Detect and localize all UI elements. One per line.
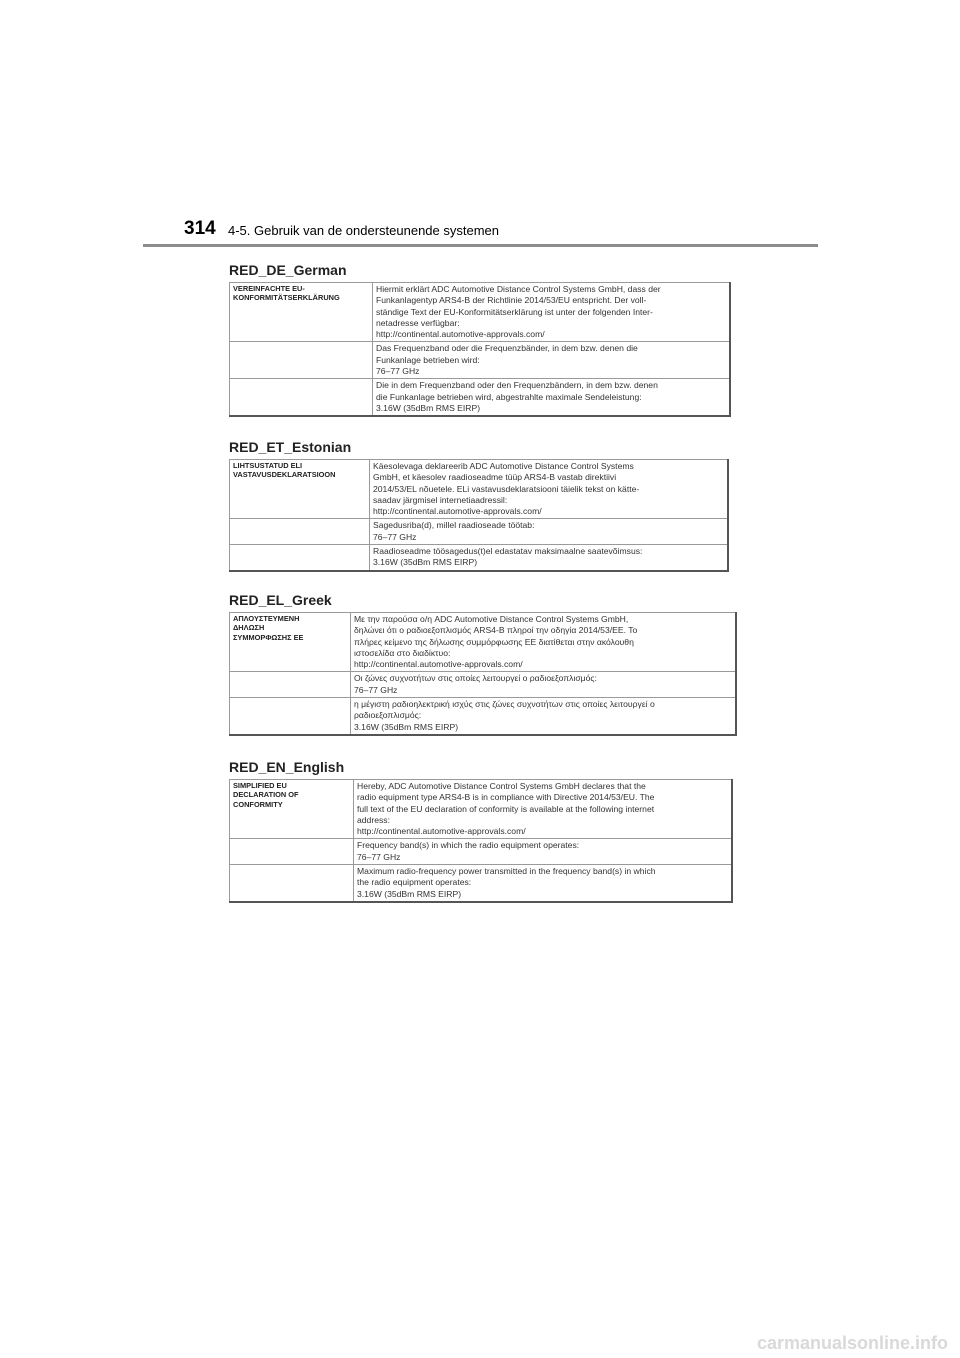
text-line: Frequency band(s) in which the radio equipment operates: (357, 840, 580, 851)
text-line: http://continental.automotive-approvals.com/ (373, 506, 542, 517)
row-text (351, 698, 737, 735)
row-text (370, 519, 729, 545)
text-line: 3.16W (35dBm RMS EIRP) (354, 721, 459, 732)
text-line: DECLARATION OF (233, 790, 299, 800)
text-line: KONFORMITÄTSERKLÄRUNG (233, 293, 340, 303)
table-row (230, 698, 737, 735)
section-german (229, 262, 731, 417)
section-title: RED_EL_Greek (229, 592, 332, 608)
text-line: 2014/53/EL nõuetele. ELi vastavusdeklaratsiooni täielik tekst on kätte- (373, 483, 640, 494)
text-line: http://continental.automotive-approvals.com/ (357, 826, 526, 837)
row-label (230, 519, 370, 545)
row-label (230, 698, 351, 735)
declaration-table (229, 779, 733, 903)
table-row (230, 460, 729, 519)
text-line: Funkanlage betrieben wird: (376, 354, 480, 365)
text-line: http://continental.automotive-approvals.com/ (354, 659, 523, 670)
table-row (230, 839, 733, 865)
row-label (230, 342, 373, 379)
text-line: 3.16W (35dBm RMS EIRP) (373, 557, 478, 568)
row-label (230, 865, 354, 902)
section-title: RED_DE_German (229, 262, 347, 278)
row-label (230, 460, 370, 519)
section-estonian (229, 439, 729, 572)
table-row (230, 780, 733, 839)
text-line: Sagedusriba(d), millel raadioseade töötab: (373, 520, 535, 531)
text-line: Με την παρούσα ο/η ADC Automotive Distance Control Systems GmbH, (354, 614, 629, 624)
text-line: die Funkanlage betrieben wird, abgestrahlte maximale Sendeleistung: (376, 391, 642, 402)
chapter-title: 4-5. Gebruik van de ondersteunende systemen (228, 223, 500, 238)
page-header (0, 0, 960, 250)
section-english (229, 759, 733, 903)
row-label (230, 672, 351, 698)
text-line: 76–77 GHz (376, 366, 420, 377)
text-line: ΔΗΛΩΣΗ (233, 623, 265, 633)
text-line: Hiermit erklärt ADC Automotive Distance Control Systems GmbH, dass der (376, 284, 661, 294)
text-line: 76–77 GHz (357, 851, 401, 862)
row-text (354, 839, 733, 865)
section-title: RED_EN_English (229, 759, 345, 775)
text-line: 76–77 GHz (354, 684, 398, 695)
text-line: ΑΠΛΟΥΣΤΕΥΜΕΝΗ (233, 614, 300, 623)
declaration-table (229, 459, 729, 572)
table-row (230, 283, 731, 342)
table-row (230, 379, 731, 416)
section-greek (229, 592, 737, 736)
row-text (351, 672, 737, 698)
table-row (230, 519, 729, 545)
text-line: πλήρες κείμενο της δήλωσης συμμόρφωσης ΕΕ διατίθεται στην ακόλουθη (354, 636, 634, 647)
text-line: 76–77 GHz (373, 531, 417, 542)
text-line: CONFORMITY (233, 799, 283, 809)
text-line: full text of the EU declaration of conformity is available at the following internet (357, 803, 655, 814)
text-line: ΣΥΜΜΟΡΦΩΣΗΣ ΕΕ (233, 632, 304, 642)
text-line: netadresse verfügbar: (376, 317, 460, 328)
text-line: Die in dem Frequenzband oder den Frequenzbändern, in dem bzw. denen (376, 380, 658, 391)
page-number: 314 (184, 218, 216, 239)
text-line: Οι ζώνες συχνοτήτων στις οποίες λειτουργεί ο ραδιοεξοπλισμός: (354, 673, 597, 684)
table-row (230, 545, 729, 571)
text-line: VASTAVUSDEKLARATSIOON (233, 470, 336, 480)
text-line: Käesolevaga deklareerib ADC Automotive Distance Control Systems (373, 461, 634, 471)
text-line: Das Frequenzband oder die Frequenzbänder, in dem bzw. denen die (376, 343, 638, 354)
text-line: ιστοσελίδα στο διαδίκτυο: (354, 647, 451, 658)
row-label (230, 283, 373, 342)
text-line: 3.16W (35dBm RMS EIRP) (376, 402, 481, 413)
row-text (373, 283, 731, 342)
table-row (230, 865, 733, 902)
header-rule (143, 244, 818, 247)
row-text (354, 865, 733, 902)
row-text (370, 460, 729, 519)
declaration-table (229, 612, 737, 736)
section-title: RED_ET_Estonian (229, 439, 352, 455)
table-row (230, 613, 737, 672)
declaration-table (229, 282, 731, 417)
row-label (230, 613, 351, 672)
row-text (354, 780, 733, 839)
text-line: 3.16W (35dBm RMS EIRP) (357, 888, 462, 899)
table-row (230, 672, 737, 698)
text-line: Maximum radio-frequency power transmitted in the frequency band(s) in which (357, 866, 656, 877)
text-line: η μέγιστη ραδιοηλεκτρική ισχύς στις ζώνες συχνοτήτων στις οποίες λειτουργεί ο (354, 699, 655, 710)
row-text (351, 613, 737, 672)
text-line: address: (357, 814, 390, 825)
text-line: ständige Text der EU-Konformitätserklärung ist unter der folgenden Inter- (376, 306, 653, 317)
text-line: the radio equipment operates: (357, 877, 472, 888)
row-text (373, 342, 731, 379)
text-line: GmbH, et käesolev raadioseadme tüüp ARS4-B vastab direktiivi (373, 472, 617, 483)
text-line: ραδιοεξοπλισμός: (354, 710, 422, 721)
text-line: LIHTSUSTATUD ELI (233, 461, 303, 470)
text-line: http://continental.automotive-approvals.com/ (376, 329, 545, 340)
table-row (230, 342, 731, 379)
text-line: Funkanlagentyp ARS4-B der Richtlinie 2014/53/EU entspricht. Der voll- (376, 295, 647, 306)
row-label (230, 780, 354, 839)
text-line: Raadioseadme töösagedus(t)el edastatav maksimaalne saatevõimsus: (373, 546, 643, 557)
row-text (373, 379, 731, 416)
text-line: saadav järgmisel internetiaadressil: (373, 494, 508, 505)
text-line: SIMPLIFIED EU (233, 781, 287, 790)
row-label (230, 839, 354, 865)
text-line: radio equipment type ARS4-B is in compliance with Directive 2014/53/EU. The (357, 792, 655, 803)
row-label (230, 545, 370, 571)
text-line: VEREINFACHTE EU- (233, 284, 305, 293)
row-text (370, 545, 729, 571)
row-label (230, 379, 373, 416)
text-line: δηλώνει ότι ο ραδιοεξοπλισμός ARS4-B πληροί την οδηγία 2014/53/ΕΕ. Το (354, 625, 638, 636)
text-line: Hereby, ADC Automotive Distance Control Systems GmbH declares that the (357, 781, 646, 791)
watermark: carmanualsonline.info (756, 1333, 948, 1353)
